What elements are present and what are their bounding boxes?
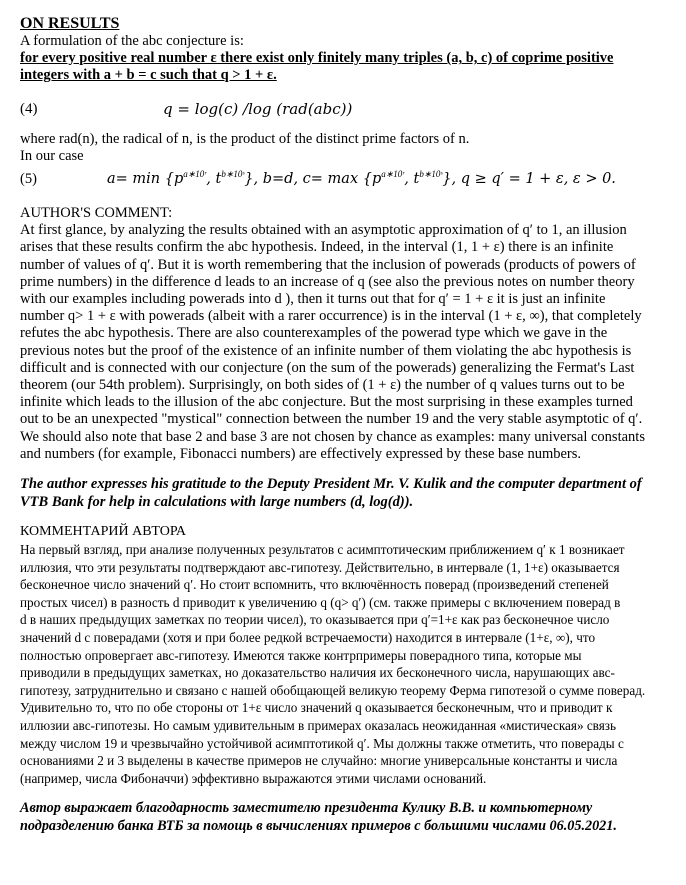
comment-ru-line: основаниями 2 и 3 выделены в качестве примеров не случайно: многие универсальные константы и числа (20, 753, 618, 769)
equation-5-body (107, 169, 616, 188)
comment-heading-ru: КОММЕНТАРИЙ АВТОРА (20, 524, 186, 540)
comment-ru-paragraph (20, 541, 670, 787)
comment-heading-en: AUTHOR'S COMMENT: (20, 205, 173, 222)
eq5-t-exponent: b∗10ˢ (221, 169, 245, 180)
eq5-p-exponent-2: a∗10ʳ (381, 169, 405, 180)
comment-en-paragraph (20, 222, 670, 463)
comment-ru-line: между числом 19 и чрезвычайно устойчивой асимптотикой q′. Мы должны также отметить, что поверады с (20, 735, 624, 751)
comment-ru-line: На первый взгляд, при анализе полученных результатов с асимптотическим приближением q′ к 1 возникает (20, 542, 625, 558)
gratitude-ru-line-2: подразделению банка ВТБ за помощь в вычислениях примеров с большими числами 06.05.2021. (20, 818, 617, 835)
comment-en-line: infinite which leads to the illusion of the abc conjecture. But the most surprising in these examples turned (20, 394, 633, 411)
radical-definition: where rad(n), the radical of n, is the product of the distinct prime factors of n. (20, 130, 470, 147)
comment-en-line: number q> 1 + ε with powerads (albeit with a rarer occurrence) is in the interval (1 + ε, ∞), that completely (20, 308, 642, 325)
equation-4 (20, 97, 670, 123)
comment-ru-line: (например, числа Фибоначчи) эффективно выражаются этими числами оснований. (20, 770, 487, 786)
comment-en-line: arises that these results confirm the abc hypothesis. Indeed, in the interval (1, 1 + ε) there is an infinite (20, 239, 614, 256)
comment-en-line: prime numbers) in the difference d leads to an increase of q (see also the previous notes on number theory (20, 273, 635, 290)
comment-en-line: out to be an unexpected "mystical" connection between the number 19 and the very stable asymptotic of q′. (20, 411, 643, 428)
comment-ru-line: полностью опровергает авс-гипотезу. Имеются также контрпримеры поверадного типа, которые мы (20, 647, 582, 663)
comment-ru-line: приводили в предыдущих заметках, но доказательство наличия их бесконечного числа, нарушающих авс- (20, 665, 615, 681)
in-our-case-line: In our case (20, 147, 84, 164)
eq5-mid: }, b=d, c= max {p (244, 171, 382, 188)
section-heading: ON RESULTS (20, 15, 120, 32)
conjecture-statement-line-1: for every positive real number ε there exist only finitely many triples (a, b, c) of coprime positive (20, 50, 614, 67)
comment-en-line: number of values of q′. But it is worth remembering that the inclusion of powerads (products of powers of (20, 256, 636, 273)
equation-4-body: q = log(c) /log (rad(abc)) (163, 99, 353, 118)
eq5-end: }, q ≥ q′ = 1 + ε, ε > 0. (442, 171, 616, 188)
eq5-comma-2: , t (404, 171, 420, 188)
eq5-p-exponent: a∗10ʳ (183, 169, 207, 180)
comment-en-line: refutes the abc hypothesis. There are also counterexamples of the powerad type which we gave in the (20, 325, 608, 342)
comment-en-line: theorem (our 54th problem). Surprisingly, on both sides of (1 + ε) the number of q values turns out to be (20, 377, 625, 394)
eq5-t-exponent-2: b∗10ˢ (419, 169, 443, 180)
equation-5 (20, 167, 670, 191)
comment-ru-line: иллюзия, что эти результаты подтверждают авс-гипотезу. Действительно, в интервале (1, 1+ε) оказывается (20, 559, 620, 575)
comment-ru-line: Удивительно то, что по обе стороны от 1+ε число значений q оказывается бесконечным, что и приводит к (20, 700, 613, 716)
gratitude-ru-line-1: Автор выражает благодарность заместителю президента Кулику В.В. и компьютерному (20, 800, 593, 817)
comment-ru-line: гипотезу, затруднительно и связано с нашей обобщающей великую теорему Ферма гипотезой о сумме поверад. (20, 682, 646, 698)
comment-en-line: difficult and is connected with our conjecture (on the sum of the powerads) generalizing the Fermat's Last (20, 359, 635, 376)
comment-ru-line: d в наших предыдущих заметках по теории чисел), то оказывается при q′=1+ε как раз бесконечное число (20, 612, 610, 628)
comment-en-line: and numbers (for example, Fibonacci numbers) are effectively expressed by these base numbers. (20, 445, 582, 462)
eq5-comma: , t (206, 171, 222, 188)
gratitude-en-line-1: The author expresses his gratitude to the Deputy President Mr. V. Kulik and the computer department of (20, 476, 642, 493)
comment-ru-line: значений d с поверадами (хотя и при более редкой встречаемости) находится в интервале (1+ε, ∞), что (20, 630, 596, 646)
intro-line: A formulation of the abc conjecture is: (20, 33, 244, 49)
comment-ru-line: бесконечное число значений q′. Но стоит вспомнить, что включённость поверад (произведений степеней (20, 577, 609, 593)
gratitude-en-line-2: VTB Bank for help in calculations with large numbers (d, log(d)). (20, 494, 414, 511)
comment-en-line: At first glance, by analyzing the results obtained with an asymptotic approximation of q′ to 1, an illusion (20, 222, 627, 239)
comment-ru-line: простых чисел) в разность d приводит к увеличению q (q> q′) (см. также примеры с включением поверад в (20, 594, 621, 610)
equation-4-number: (4) (20, 100, 38, 117)
conjecture-statement-line-2: integers with a + b = c such that q > 1 + ε. (20, 67, 277, 84)
comment-ru-line: иллюзии авс-гипотезы. Но самым удивительным в примерах оказалась неожиданная «мистическая» связь (20, 718, 617, 733)
eq5-a-part: a= min {p (107, 171, 184, 188)
comment-en-line: with our examples including powerads into d ), then it turns out that for q′ = 1 + ε it is just an infinite (20, 291, 606, 308)
document-page (20, 14, 670, 835)
comment-en-line: We should also note that base 2 and base 3 are not chosen by chance as examples: many universal constants (20, 428, 645, 445)
comment-en-line: previous notes but the proof of the existence of an infinite number of them violating the abc hypothesis is (20, 342, 632, 359)
equation-5-number: (5) (20, 171, 37, 188)
